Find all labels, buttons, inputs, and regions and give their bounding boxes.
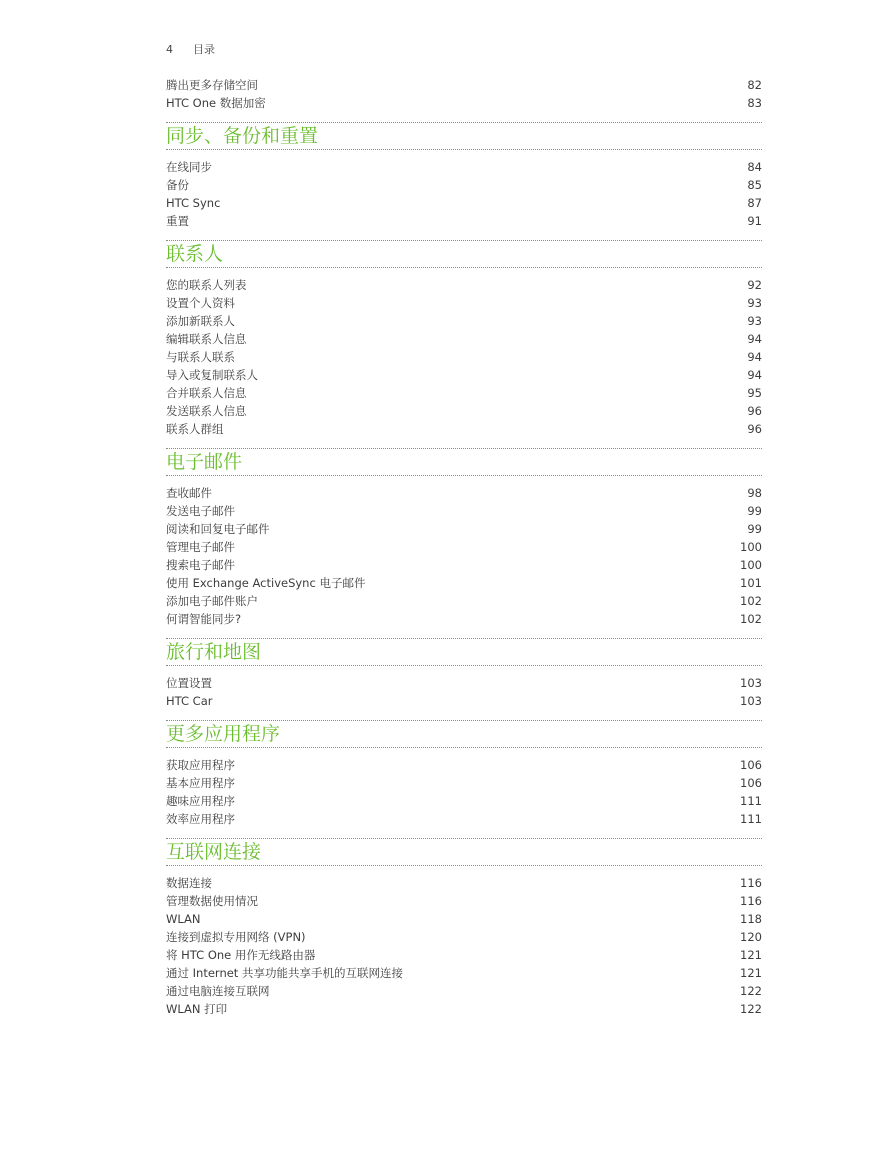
entry-page: 103 [740, 694, 762, 708]
entry-page: 83 [747, 96, 762, 110]
section-title[interactable]: 电子邮件 [166, 451, 243, 473]
entry-page: 82 [747, 78, 762, 92]
entry-label: 联系人群组 [166, 422, 224, 436]
intro-entries [166, 76, 762, 112]
toc-entry[interactable] [166, 348, 762, 366]
entry-page: 96 [747, 404, 762, 418]
toc-entry[interactable] [166, 574, 762, 592]
entry-label: 添加新联系人 [166, 314, 235, 328]
entry-page: 99 [747, 522, 762, 536]
entry-page: 116 [740, 876, 762, 890]
toc-entry[interactable] [166, 538, 762, 556]
toc-entry[interactable] [166, 874, 762, 892]
entry-page: 106 [740, 776, 762, 790]
entry-label: 您的联系人列表 [166, 278, 247, 292]
section-header [166, 638, 762, 666]
toc-entry[interactable] [166, 366, 762, 384]
toc-entry[interactable] [166, 502, 762, 520]
toc-entry[interactable] [166, 176, 762, 194]
toc-entry[interactable] [166, 212, 762, 230]
toc-entry[interactable] [166, 1000, 762, 1018]
page-header [166, 41, 215, 57]
entry-label: 重置 [166, 214, 189, 228]
entry-page: 101 [740, 576, 762, 590]
entry-page: 102 [740, 612, 762, 626]
section-header [166, 838, 762, 866]
toc-entry[interactable] [166, 556, 762, 574]
entry-label: 添加电子邮件账户 [166, 594, 258, 608]
section-header [166, 240, 762, 268]
section-title[interactable]: 旅行和地图 [166, 641, 262, 663]
entry-label: HTC Sync [166, 196, 221, 210]
entry-page: 87 [747, 196, 762, 210]
entry-label: 设置个人资料 [166, 296, 235, 310]
header-title: 目录 [193, 43, 215, 56]
toc-entry[interactable] [166, 946, 762, 964]
entry-page: 102 [740, 594, 762, 608]
entry-page: 122 [740, 984, 762, 998]
entry-page: 85 [747, 178, 762, 192]
toc-entry[interactable] [166, 520, 762, 538]
entry-label: 合并联系人信息 [166, 386, 247, 400]
toc-section-travel [166, 638, 762, 710]
toc-entry[interactable] [166, 982, 762, 1000]
toc-entry[interactable] [166, 312, 762, 330]
toc-entry[interactable] [166, 158, 762, 176]
toc-section-sync [166, 122, 762, 230]
entry-label: 查收邮件 [166, 486, 212, 500]
entry-page: 93 [747, 314, 762, 328]
entry-page: 100 [740, 558, 762, 572]
entry-page: 99 [747, 504, 762, 518]
entry-label: 管理数据使用情况 [166, 894, 258, 908]
entry-page: 84 [747, 160, 762, 174]
entry-label: 将 HTC One 用作无线路由器 [166, 948, 316, 962]
toc-entry[interactable] [166, 692, 762, 710]
entry-label: 编辑联系人信息 [166, 332, 247, 346]
toc-entry[interactable] [166, 810, 762, 828]
entry-page: 91 [747, 214, 762, 228]
section-title[interactable]: 联系人 [166, 243, 224, 265]
entry-label: 与联系人联系 [166, 350, 235, 364]
entry-label: 何谓智能同步? [166, 612, 242, 626]
section-title[interactable]: 更多应用程序 [166, 723, 281, 745]
entry-label: WLAN [166, 912, 201, 926]
toc-entry[interactable] [166, 610, 762, 628]
entry-page: 103 [740, 676, 762, 690]
section-title[interactable]: 同步、备份和重置 [166, 125, 319, 147]
entry-page: 94 [747, 350, 762, 364]
section-header [166, 122, 762, 150]
entry-label: 使用 Exchange ActiveSync 电子邮件 [166, 576, 366, 590]
entry-label: 通过 Internet 共享功能共享手机的互联网连接 [166, 966, 403, 980]
entry-page: 121 [740, 966, 762, 980]
toc-section-contacts [166, 240, 762, 438]
entry-label: 导入或复制联系人 [166, 368, 258, 382]
entry-label: 趣味应用程序 [166, 794, 235, 808]
toc-entry[interactable] [166, 910, 762, 928]
toc-entry[interactable] [166, 384, 762, 402]
toc-entry[interactable] [166, 420, 762, 438]
entry-label: 位置设置 [166, 676, 212, 690]
section-title[interactable]: 互联网连接 [166, 841, 262, 863]
toc-section-apps [166, 720, 762, 828]
entry-label: 数据连接 [166, 876, 212, 890]
entry-page: 111 [740, 812, 762, 826]
entry-page: 121 [740, 948, 762, 962]
toc-entry[interactable] [166, 964, 762, 982]
toc-section-internet [166, 838, 762, 1018]
entry-label: 基本应用程序 [166, 776, 235, 790]
entry-page: 93 [747, 296, 762, 310]
entry-page: 98 [747, 486, 762, 500]
toc-entry[interactable] [166, 94, 762, 112]
page-number: 4 [166, 43, 173, 56]
entry-label: 通过电脑连接互联网 [166, 984, 270, 998]
entry-page: 94 [747, 368, 762, 382]
toc-entry[interactable] [166, 792, 762, 810]
entry-page: 94 [747, 332, 762, 346]
toc-content [166, 76, 762, 1018]
toc-entry[interactable] [166, 592, 762, 610]
entry-page: 92 [747, 278, 762, 292]
entry-page: 106 [740, 758, 762, 772]
section-header [166, 720, 762, 748]
entry-page: 120 [740, 930, 762, 944]
toc-entry[interactable] [166, 484, 762, 502]
toc-entry[interactable] [166, 774, 762, 792]
toc-entry[interactable] [166, 330, 762, 348]
entry-label: 在线同步 [166, 160, 212, 174]
entry-label: 腾出更多存储空间 [166, 78, 258, 92]
toc-section-email [166, 448, 762, 628]
toc-entry[interactable] [166, 892, 762, 910]
toc-entry[interactable] [166, 294, 762, 312]
entry-label: HTC Car [166, 694, 213, 708]
entry-page: 111 [740, 794, 762, 808]
entry-label: HTC One 数据加密 [166, 96, 266, 110]
toc-entry[interactable] [166, 76, 762, 94]
entry-page: 96 [747, 422, 762, 436]
entry-label: 阅读和回复电子邮件 [166, 522, 270, 536]
entry-page: 95 [747, 386, 762, 400]
entry-label: 发送电子邮件 [166, 504, 235, 518]
entry-label: 获取应用程序 [166, 758, 235, 772]
section-header [166, 448, 762, 476]
entry-page: 100 [740, 540, 762, 554]
entry-label: 搜索电子邮件 [166, 558, 235, 572]
entry-label: 连接到虚拟专用网络 (VPN) [166, 930, 306, 944]
entry-page: 116 [740, 894, 762, 908]
entry-label: 备份 [166, 178, 189, 192]
toc-entry[interactable] [166, 674, 762, 692]
entry-label: 管理电子邮件 [166, 540, 235, 554]
toc-entry[interactable] [166, 756, 762, 774]
entry-label: 发送联系人信息 [166, 404, 247, 418]
toc-entry[interactable] [166, 402, 762, 420]
entry-label: WLAN 打印 [166, 1002, 228, 1016]
entry-page: 118 [740, 912, 762, 926]
entry-page: 122 [740, 1002, 762, 1016]
entry-label: 效率应用程序 [166, 812, 235, 826]
toc-entry[interactable] [166, 276, 762, 294]
toc-entry[interactable] [166, 928, 762, 946]
toc-entry[interactable] [166, 194, 762, 212]
